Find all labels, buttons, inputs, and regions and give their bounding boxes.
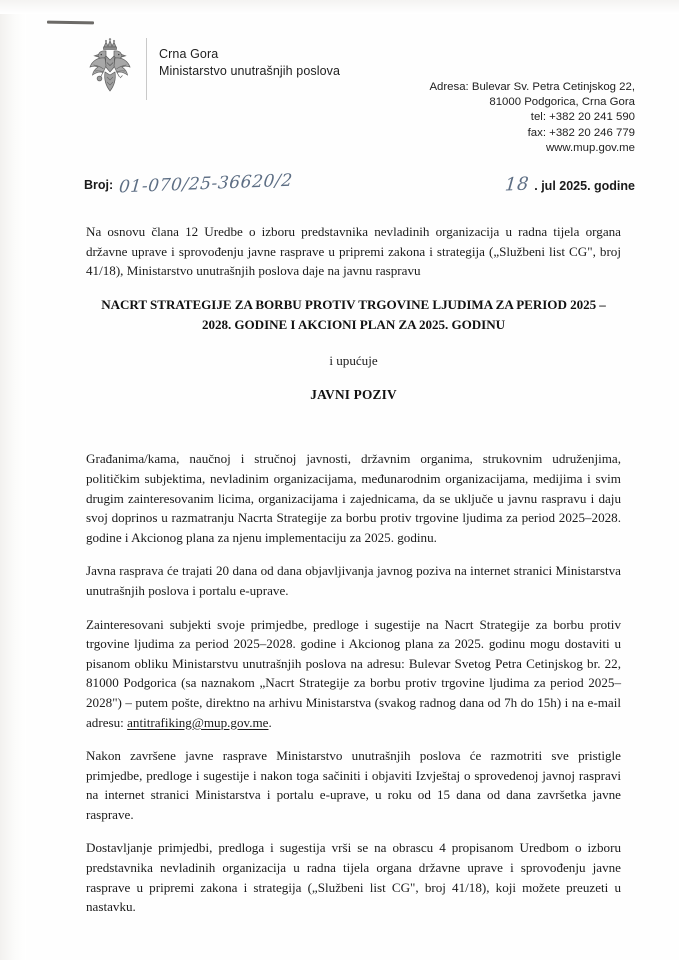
letterhead — [84, 36, 635, 166]
address-line-fax: fax: +382 20 246 779 — [527, 126, 635, 139]
document-meta-row — [84, 170, 635, 200]
document-body — [86, 222, 621, 917]
contact-address-block — [429, 80, 635, 156]
address-line-street: Adresa: Bulevar Sv. Petra Cetinjskog 22, — [429, 81, 635, 93]
address-line-city: 81000 Podgorica, Crna Gora — [489, 96, 635, 109]
document-number — [84, 170, 294, 198]
submission-paragraph-text: Zainteresovani subjekti svoje primjedbe, predloge i sugestije na Nacrt Strategije za borbu protiv trgovine ljudima za period 2025–2028. godine i Akcionog plana za 2025. godinu mogu dostaviti u pisanom obliku Ministarstvu unutrašnjih poslova na adresu: Bulevar Svetog Petra Cetinjskog br. 22, 81000 Podgorica (sa naznakom „Nacrt Strategije za borbu protiv trgovine ljudima za period 2025–2028") – putem pošte, direktno na arhivu Ministarstva (svakog radnog dana od 7h do 15h) i na e-mail adresu: — [86, 616, 621, 730]
document-date — [505, 174, 635, 195]
organization-block — [84, 36, 340, 100]
legal-basis-paragraph: Na osnovu člana 12 Uredbe o izboru predstavnika nevladinih organizacija u radna tijela organa državne uprave i sprovođenju javne rasprave u pripremi zakona i strategija („Službeni list CG", broj 41/18), Ministarstvo unutrašnjih poslova daje na javnu raspravu — [86, 224, 621, 279]
scan-edge-shading-top — [0, 0, 679, 14]
document-subtitle: i upućuje — [329, 353, 378, 369]
section-spacer — [86, 403, 621, 449]
duration-paragraph: Javna rasprava će trajati 20 dana od dana objavljivanja javnog poziva na internet stranici Ministarstva unutrašnjih poslova i portalu e-uprave. — [86, 563, 621, 598]
public-call-heading: JAVNI POZIV — [310, 387, 397, 403]
organization-ministry: Ministarstvo unutrašnjih poslova — [159, 63, 341, 78]
scan-edge-shading-left — [0, 0, 26, 960]
document-number-label: Broj: — [84, 178, 114, 192]
organization-country: Crna Gora — [159, 47, 219, 61]
header-divider — [146, 38, 147, 100]
address-line-tel: tel: +382 20 241 590 — [530, 111, 635, 124]
submission-paragraph — [86, 615, 621, 733]
document-number-handwritten-value: 01-070/25-36620/2 — [118, 170, 294, 198]
scan-artifact-mark — [47, 21, 94, 25]
form-paragraph: Dostavljanje primjedbi, predloga i sugestija vrši se na obrascu 4 propisanom Uredbom o izboru predstavnika nevladinih organizacija u radna tijela organa državne uprave i sprovođenju javne rasprave u pripremi zakona i strategija („Službeni list CG", broj 41/18), koji možete preuzeti u nastavku. — [86, 840, 621, 915]
organization-name — [159, 36, 340, 79]
contact-email-link[interactable]: antitrafiking@mup.gov.me — [127, 714, 269, 730]
submission-paragraph-period: . — [268, 714, 272, 730]
report-paragraph: Nakon završene javne rasprave Ministarstvo unutrašnjih poslova će razmotriti sve pristigle primjedbe, predloge i sugestije i nakon toga sačiniti i objaviti Izvještaj o sprovedenoj javnoj raspravi na internet stranici Ministarstva i portalu e-uprave, u roku od 15 dana od dana završetka javne rasprave. — [86, 748, 621, 822]
document-date-handwritten-day: 18 — [504, 173, 531, 196]
document-date-printed-rest: . jul 2025. godine — [534, 179, 635, 193]
address-line-website: www.mup.gov.me — [545, 141, 635, 154]
addressees-paragraph: Građanima/kama, naučnoj i stručnoj javnosti, državnim organima, strukovnim udruženjima, političkim subjektima, nevladinim organizacijama, međunarodnim organizacijama, medijima i svim drugim zainteresovanim licima, organizacijama i zajednicama, da se uključe u javnu raspravu i daju svoj doprinos u razmatranju Nacrta Strategije za borbu protiv trgovine ljudima za period 2025–2028. godine i Akcionog plana za njenu implementaciju za 2025. godinu. — [86, 451, 621, 545]
document-title: NACRT STRATEGIJE ZA BORBU PROTIV TRGOVINE LJUDIMA ZA PERIOD 2025 – 2028. GODINE I AKCIONI PLAN ZA 2025. GODINU — [101, 296, 606, 332]
montenegro-coat-of-arms-icon — [84, 36, 136, 100]
